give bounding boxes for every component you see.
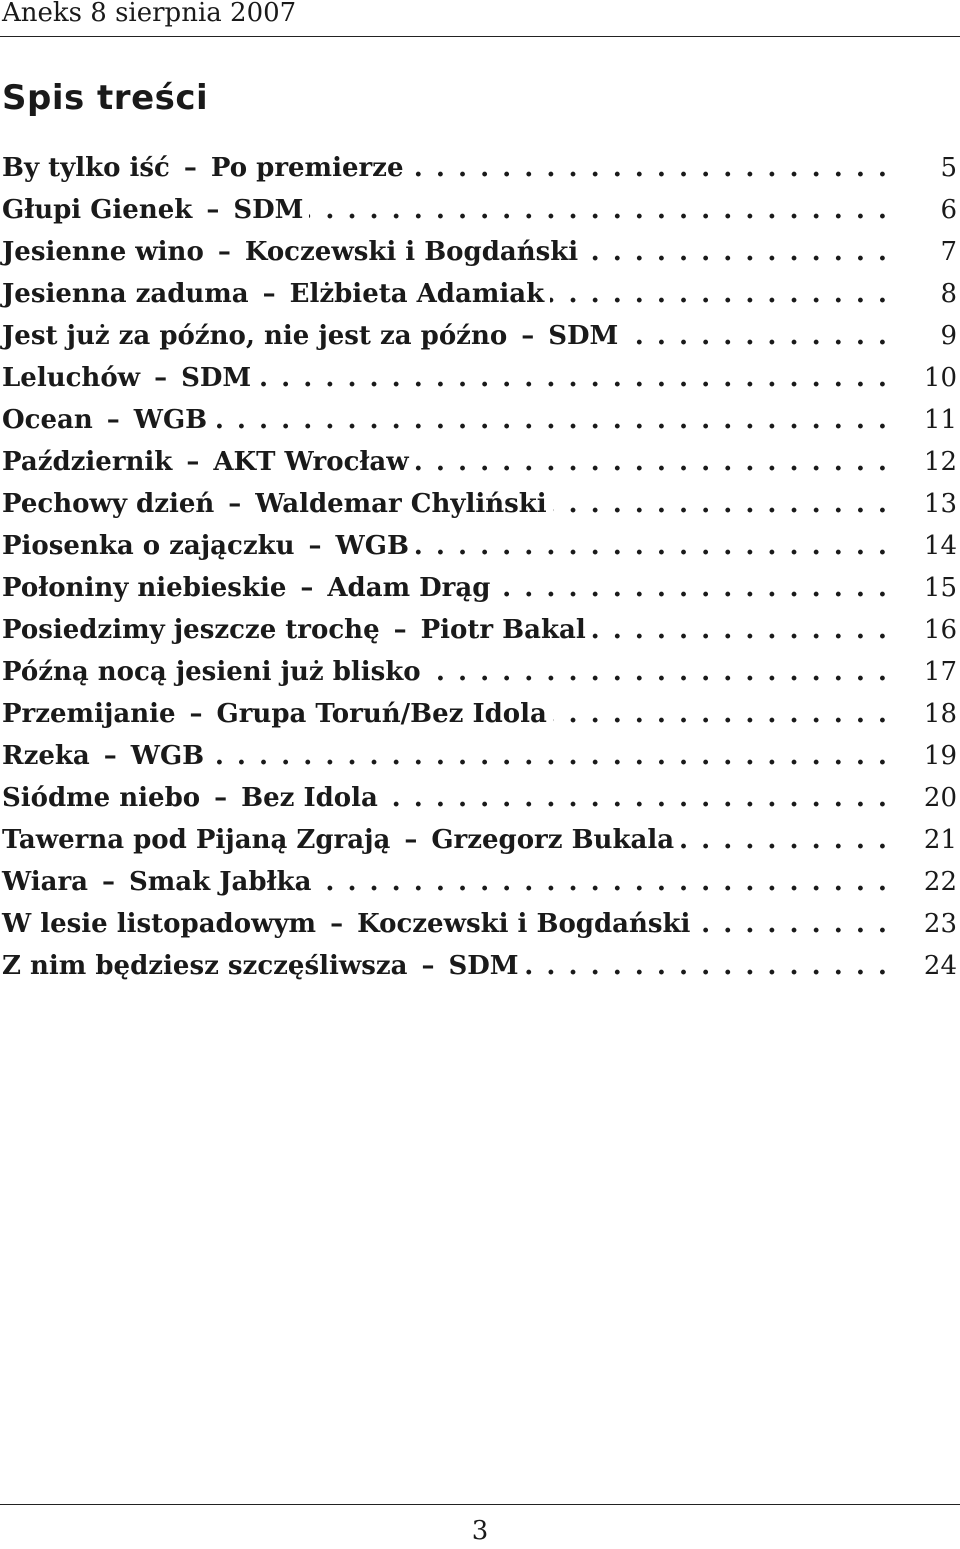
toc-entry[interactable] bbox=[2, 615, 957, 657]
toc-entry-page: 22 bbox=[923, 867, 957, 897]
footer-rule bbox=[0, 1504, 960, 1505]
toc-entry[interactable] bbox=[2, 825, 957, 867]
toc-entry[interactable] bbox=[2, 531, 957, 573]
toc-entry[interactable] bbox=[2, 867, 957, 909]
toc-entry-page: 11 bbox=[923, 405, 957, 435]
toc-entry[interactable] bbox=[2, 573, 957, 615]
toc-entry-title: Jest już za późno, nie jest za późno bbox=[2, 321, 508, 351]
toc-entry-separator: – bbox=[300, 573, 314, 603]
toc-entry-artist: Koczewski i Bogdański bbox=[244, 237, 579, 267]
toc-entry-separator: – bbox=[393, 615, 407, 645]
toc-entry[interactable] bbox=[2, 783, 957, 825]
toc-entry-separator: – bbox=[154, 363, 168, 393]
toc-entry[interactable] bbox=[2, 405, 957, 447]
toc-entry-page: 21 bbox=[923, 825, 957, 855]
toc-entry-title: Pechowy dzień bbox=[2, 489, 215, 519]
toc-entry-artist: Bez Idola bbox=[241, 783, 378, 813]
dot-leader bbox=[496, 573, 887, 603]
toc-entry-title: W lesie listopadowym bbox=[2, 909, 317, 939]
dot-leader bbox=[680, 825, 887, 855]
toc-entry-separator: – bbox=[217, 237, 231, 267]
toc-entry-artist: WGB bbox=[130, 741, 205, 771]
header-rule bbox=[0, 36, 960, 37]
dot-leader bbox=[427, 657, 887, 687]
toc-entry-artist: AKT Wrocław bbox=[213, 447, 409, 477]
toc-entry-separator: – bbox=[186, 447, 200, 477]
toc-entry[interactable] bbox=[2, 321, 957, 363]
toc-entry-title: Połoniny niebieskie bbox=[2, 573, 287, 603]
toc-entry[interactable] bbox=[2, 951, 957, 993]
dot-leader bbox=[696, 909, 887, 939]
toc-entry[interactable] bbox=[2, 741, 957, 783]
toc-entry-separator: – bbox=[404, 825, 418, 855]
toc-entry-separator: – bbox=[521, 321, 535, 351]
toc-entry-artist: WGB bbox=[335, 531, 409, 561]
toc-entry-artist: SDM bbox=[548, 321, 619, 351]
toc-entry-separator: – bbox=[189, 699, 203, 729]
toc-entry-page: 15 bbox=[923, 573, 957, 603]
toc-entry-page: 6 bbox=[940, 195, 957, 225]
toc-entry-artist: Adam Drąg bbox=[327, 573, 491, 603]
table-of-contents bbox=[2, 153, 957, 993]
dot-leader bbox=[309, 195, 887, 225]
toc-entry-separator: – bbox=[206, 195, 220, 225]
page-number: 3 bbox=[471, 1516, 489, 1546]
toc-entry-artist: Grzegorz Bukala bbox=[431, 825, 675, 855]
toc-entry-page: 23 bbox=[923, 909, 957, 939]
toc-entry-title: Wiara bbox=[2, 867, 89, 897]
toc-entry-page: 12 bbox=[923, 447, 957, 477]
toc-entry-title: Z nim będziesz szczęśliwsza bbox=[2, 951, 408, 981]
toc-entry[interactable] bbox=[2, 489, 957, 531]
toc-entry-title: Ocean bbox=[2, 405, 93, 435]
toc-entry-artist: SDM bbox=[181, 363, 252, 393]
toc-entry-separator: – bbox=[106, 405, 120, 435]
toc-entry-page: 19 bbox=[923, 741, 957, 771]
toc-entry-title: Piosenka o zajączku bbox=[2, 531, 295, 561]
toc-entry-title: Leluchów bbox=[2, 363, 141, 393]
toc-entry-title: Przemijanie bbox=[2, 699, 176, 729]
toc-entry-artist: Smak Jabłka bbox=[129, 867, 312, 897]
toc-entry-separator: – bbox=[308, 531, 322, 561]
toc-entry[interactable] bbox=[2, 699, 957, 741]
toc-entry-page: 16 bbox=[923, 615, 957, 645]
dot-leader bbox=[584, 237, 887, 267]
toc-entry-separator: – bbox=[228, 489, 242, 519]
toc-entry-artist: SDM bbox=[233, 195, 304, 225]
toc-entry-artist: Grupa Toruń/Bez Idola bbox=[216, 699, 547, 729]
toc-entry-artist: Waldemar Chyliński bbox=[255, 489, 547, 519]
toc-entry-page: 8 bbox=[940, 279, 957, 309]
dot-leader bbox=[213, 405, 887, 435]
toc-entry-title: Posiedzimy jeszcze trochę bbox=[2, 615, 380, 645]
toc-entry-artist: Piotr Bakal bbox=[420, 615, 586, 645]
toc-entry-title: Rzeka bbox=[2, 741, 90, 771]
toc-entry[interactable] bbox=[2, 279, 957, 321]
running-header: Aneks 8 sierpnia 2007 bbox=[2, 0, 297, 28]
toc-entry-separator: – bbox=[183, 153, 197, 183]
toc-entry-page: 20 bbox=[923, 783, 957, 813]
dot-leader bbox=[525, 951, 887, 981]
toc-entry-title: Późną nocą jesieni już blisko bbox=[2, 657, 421, 687]
toc-entry[interactable] bbox=[2, 447, 957, 489]
toc-entry[interactable] bbox=[2, 195, 957, 237]
toc-entry-page: 17 bbox=[923, 657, 957, 687]
toc-entry-separator: – bbox=[330, 909, 344, 939]
dot-leader bbox=[553, 489, 887, 519]
toc-entry-separator: – bbox=[103, 741, 117, 771]
toc-entry-title: Październik bbox=[2, 447, 173, 477]
toc-entry[interactable] bbox=[2, 909, 957, 951]
toc-entry-title: Głupi Gienek bbox=[2, 195, 193, 225]
dot-leader bbox=[257, 363, 887, 393]
dot-leader bbox=[410, 153, 888, 183]
dot-leader bbox=[624, 321, 887, 351]
toc-entry-artist: Koczewski i Bogdański bbox=[357, 909, 691, 939]
dot-leader bbox=[317, 867, 887, 897]
toc-entry-title: Jesienne wino bbox=[2, 237, 204, 267]
dot-leader bbox=[550, 279, 887, 309]
dot-leader bbox=[415, 447, 887, 477]
dot-leader bbox=[592, 615, 887, 645]
toc-entry-title: Tawerna pod Pijaną Zgrają bbox=[2, 825, 391, 855]
toc-entry-title: Jesienna zaduma bbox=[2, 279, 249, 309]
toc-entry-page: 18 bbox=[923, 699, 957, 729]
toc-entry[interactable] bbox=[2, 237, 957, 279]
toc-entry-separator: – bbox=[421, 951, 435, 981]
toc-entry-artist: Elżbieta Adamiak bbox=[289, 279, 545, 309]
toc-entry-page: 13 bbox=[923, 489, 957, 519]
toc-entry[interactable] bbox=[2, 153, 957, 195]
toc-entry-separator: – bbox=[262, 279, 276, 309]
dot-leader bbox=[553, 699, 887, 729]
toc-entry-artist: SDM bbox=[448, 951, 519, 981]
dot-leader bbox=[384, 783, 887, 813]
toc-entry[interactable] bbox=[2, 657, 957, 699]
toc-title: Spis treści bbox=[2, 78, 209, 118]
toc-entry-page: 7 bbox=[940, 237, 957, 267]
toc-entry-separator: – bbox=[214, 783, 228, 813]
toc-entry-page: 14 bbox=[923, 531, 957, 561]
toc-entry-title: Siódme niebo bbox=[2, 783, 201, 813]
toc-entry-artist: WGB bbox=[133, 405, 208, 435]
toc-entry-page: 5 bbox=[940, 153, 957, 183]
dot-leader bbox=[210, 741, 887, 771]
toc-entry[interactable] bbox=[2, 363, 957, 405]
toc-entry-page: 9 bbox=[940, 321, 957, 351]
toc-entry-page: 24 bbox=[923, 951, 957, 981]
toc-entry-title: By tylko iść bbox=[2, 153, 170, 183]
dot-leader bbox=[415, 531, 887, 561]
toc-entry-separator: – bbox=[102, 867, 116, 897]
toc-entry-artist: Po premierze bbox=[210, 153, 404, 183]
toc-entry-page: 10 bbox=[923, 363, 957, 393]
